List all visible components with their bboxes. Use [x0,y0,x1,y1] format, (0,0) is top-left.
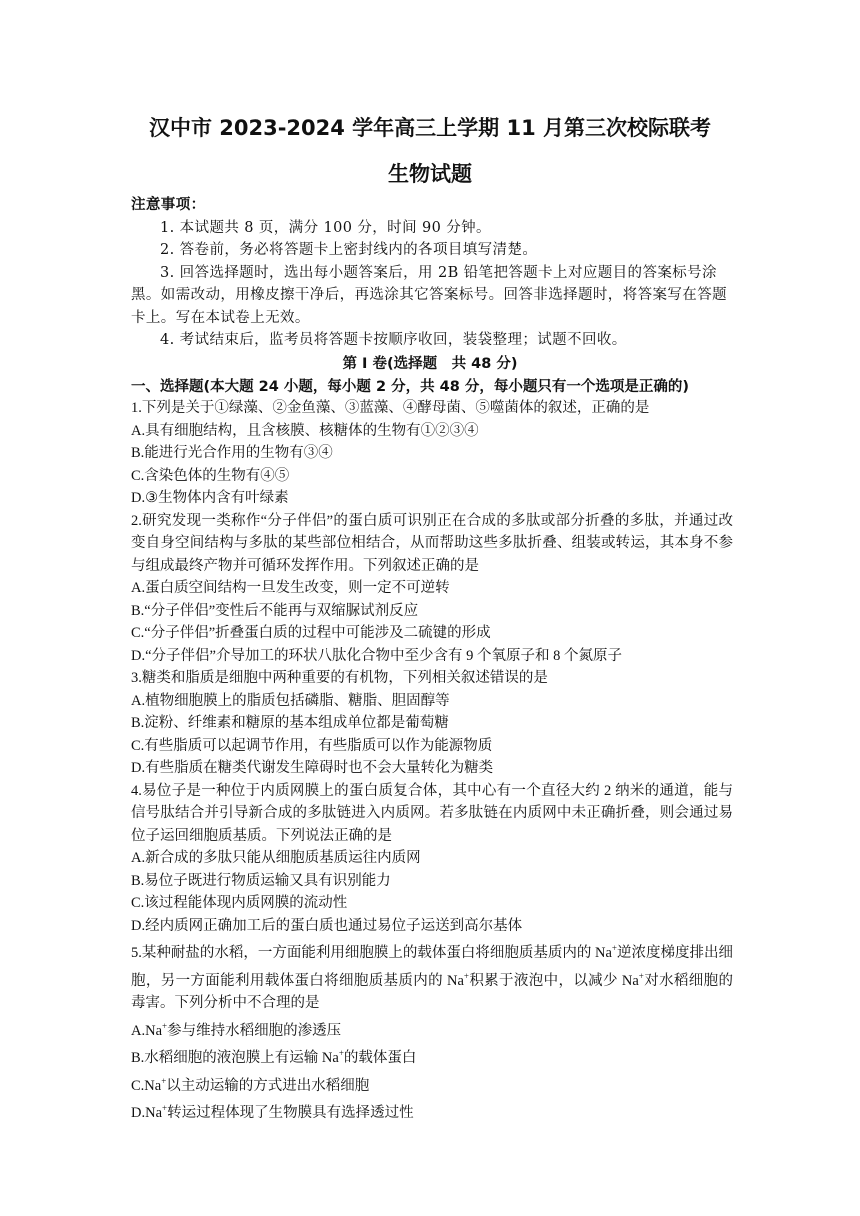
question-option: A.新合成的多肽只能从细胞质基质运往内质网 [131,850,421,866]
question-stem: 3.糖类和脂质是细胞中两种重要的有机物，下列相关叙述错误的是 [131,670,548,686]
question-option: A.具有细胞结构，且含核膜、核糖体的生物有①②③④ [131,422,479,439]
exam-subject: 生物试题 [388,162,472,186]
question-stem: 5.某种耐盐的水稻，一方面能利用细胞膜上的载体蛋白将细胞质基质内的 Na+逆浓度梯度排出细胞，另一方面能利用载体蛋白将细胞质基质内的 Na+积累于液泡中，以减少 Na+对水稻细胞的毒害。下列分析中不合理的是 [131,943,734,1011]
part-title: 一、选择题(本大题 24 小题，每小题 2 分，共 48 分，每小题只有一个选项是正确的) [131,379,689,395]
notice-item: 1. 本试题共 8 页，满分 100 分，时间 90 分钟。 [160,219,491,236]
question-option: A.蛋白质空间结构一旦发生改变，则一定不可逆转 [131,580,450,596]
notice-block [131,194,731,352]
question-option: D.有些脂质在糖类代谢发生障碍时也不会大量转化为糖类 [131,760,494,776]
question-option: C.有些脂质可以起调节作用，有些脂质可以作为能源物质 [131,737,493,754]
notice-item: 3. 回答选择题时，选出每小题答案后，用 2B 铅笔把答题卡上对应题目的答案标号涂黑。如需改动，用橡皮擦干净后，再选涂其它答案标号。回答非选择题时，将答案写在答题卡上。写在本试卷上无效。 [131,264,727,326]
question-option: A.Na+参与维持水稻细胞的渗透压 [131,1020,342,1039]
question-option: D.Na+转运过程体现了生物膜具有选择透过性 [131,1103,414,1121]
question-option: B.“分子伴侣”变性后不能再与双缩脲试剂反应 [131,602,419,619]
question-list [131,397,733,1125]
question-option: C.含染色体的生物有④⑤ [131,467,290,484]
question-stem: 1.下列是关于①绿藻、②金鱼藻、③蓝藻、④酵母菌、⑤噬菌体的叙述，正确的是 [131,400,650,416]
question-option: C.该过程能体现内质网膜的流动性 [131,895,348,911]
question-option: A.植物细胞膜上的脂质包括磷脂、糖脂、胆固醇等 [131,692,450,709]
question-stem: 4.易位子是一种位于内质网膜上的蛋白质复合体，其中心有一个直径大约 2 纳米的通道，能与信号肽结合并引导新合成的多肽链进入内质网。若多肽链在内质网中未正确折叠，则会通过易位子运回细胞质基质。下列说法正确的是 [131,782,733,844]
question-option: B.淀粉、纤维素和糖原的基本组成单位都是葡萄糖 [131,715,449,731]
question-option: B.能进行光合作用的生物有③④ [131,445,333,461]
notice-heading: 注意事项： [131,197,206,213]
exam-title: 汉中市 2023-2024 学年高三上学期 11 月第三次校际联考 [148,116,712,140]
question-stem: 2.研究发现一类称作“分子伴侣”的蛋白质可识别正在合成的多肽或部分折叠的多肽，并通过改变自身空间结构与多肽的某些部位相结合，从而帮助这些多肽折叠、组装或转运，其本身不参与组成最终产物并可循环发挥作用。下列叙述正确的是 [131,512,733,574]
question-option: D.“分子伴侣”介导加工的环状八肽化合物中至少含有 9 个氧原子和 8 个氮原子 [131,647,622,664]
question-option: C.Na+以主动运输的方式进出水稻细胞 [131,1075,370,1094]
question-option: C.“分子伴侣”折叠蛋白质的过程中可能涉及二硫键的形成 [131,625,491,641]
section-title: 第 I 卷(选择题 共 48 分) [342,356,518,372]
question-option: B.水稻细胞的液泡膜上有运输 Na+的载体蛋白 [131,1048,417,1066]
question-option: D.③生物体内含有叶绿素 [131,490,289,506]
question-option: D.经内质网正确加工后的蛋白质也通过易位子运送到高尔基体 [131,917,523,934]
notice-item: 2. 答卷前，务必将答题卡上密封线内的各项目填写清楚。 [160,242,538,258]
question-option: B.易位子既进行物质运输又具有识别能力 [131,872,391,889]
notice-item: 4. 考试结束后，监考员将答题卡按顺序收回，装袋整理；试题不回收。 [160,332,627,348]
